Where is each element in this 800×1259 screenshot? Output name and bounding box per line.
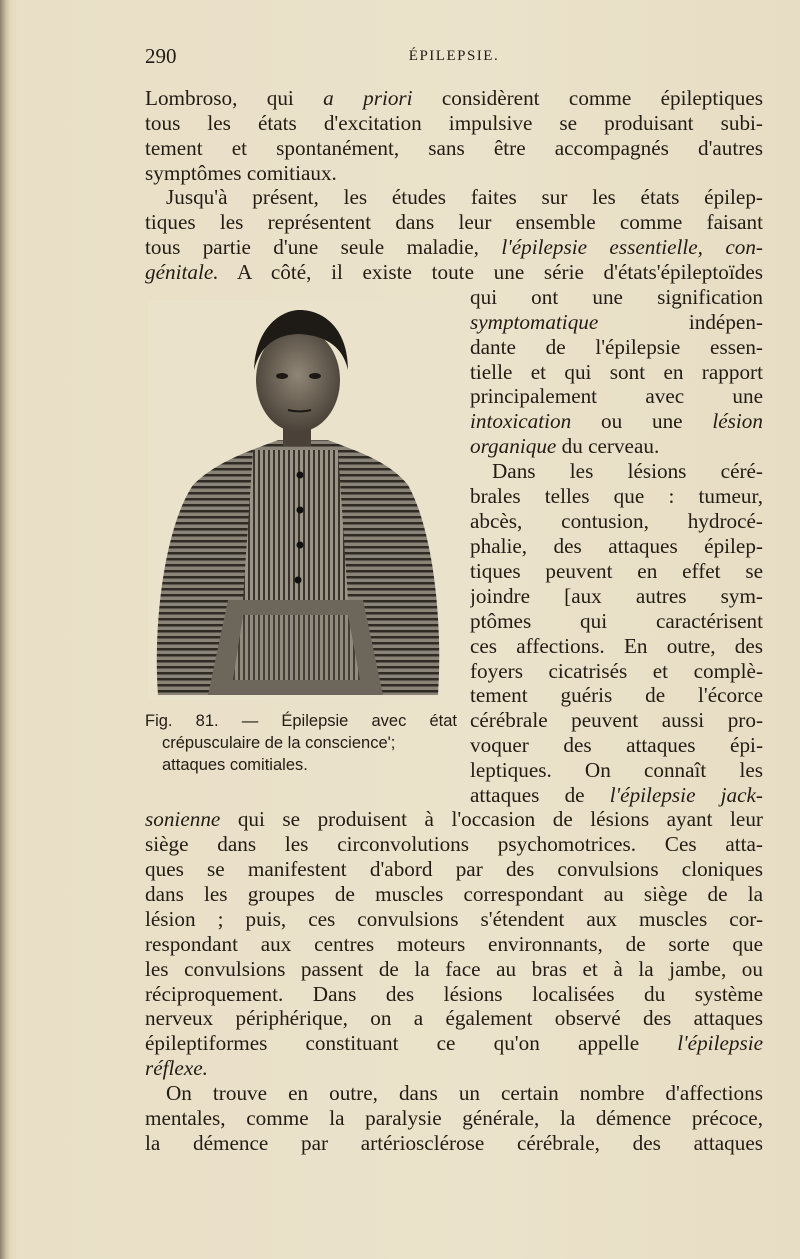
caption-line: crépusculaire de la conscience'; (162, 734, 396, 752)
body-line: attaques de l'épilepsie jack- (470, 783, 763, 807)
portrait-photo-illustration (148, 300, 443, 700)
body-line: sonienne qui se produisent à l'occasion de lésions ayant leur (145, 807, 763, 831)
body-line: foyers cicatrisés et complè- (470, 659, 763, 683)
body-line: leptiques. On connaît les (470, 758, 763, 782)
running-title: ÉPILEPSIE. (408, 48, 500, 64)
body-line: lésion ; puis, ces convulsions s'étendent aux muscles cor- (145, 907, 763, 931)
body-line: épileptiformes constituant ce qu'on appelle l'épilepsie (145, 1031, 763, 1055)
page-binding-edge (0, 0, 10, 1259)
body-line: tiques les représentent dans leur ensemble comme faisant (145, 210, 763, 234)
body-line: les convulsions passent de la face au bras et à la jambe, ou (145, 957, 763, 981)
body-line: tement et spontanément, sans être accompagnés d'autres (145, 136, 763, 160)
body-line: réflexe. (145, 1056, 208, 1080)
body-line: principalement avec une (470, 384, 763, 408)
body-line: voquer des attaques épi- (470, 733, 763, 757)
body-line: mentales, comme la paralysie générale, la démence précoce, (145, 1106, 763, 1130)
body-line: génitale. A côté, il existe toute une série d'états'épileptoïdes (145, 260, 763, 284)
body-line: ques se manifestent d'abord par des convulsions cloniques (145, 857, 763, 881)
body-line: symptômes comitiaux. (145, 161, 337, 185)
body-line: brales telles que : tumeur, (470, 484, 763, 508)
body-line: joindre [aux autres sym- (470, 584, 763, 608)
body-line: tiques peuvent en effet se (470, 559, 763, 583)
page-header (145, 44, 763, 72)
body-line: respondant aux centres moteurs environnants, de sorte que (145, 932, 763, 956)
figure-photograph (148, 300, 443, 700)
body-line: dans les groupes de muscles correspondant au siège de la (145, 882, 763, 906)
body-line: qui ont une signification (470, 285, 763, 309)
caption-line: attaques comitiales. (162, 756, 308, 774)
body-line: tielle et qui sont en rapport (470, 360, 763, 384)
body-line: la démence par artériosclérose cérébrale, des attaques (145, 1131, 763, 1155)
body-line: abcès, contusion, hydrocé- (470, 509, 763, 533)
body-line: Dans les lésions céré- (492, 459, 763, 483)
body-line: Jusqu'à présent, les études faites sur les états épilep- (166, 185, 763, 209)
page-number: 290 (145, 44, 177, 68)
body-line: ces affections. En outre, des (470, 634, 763, 658)
body-line: intoxication ou une lésion (470, 409, 763, 433)
body-line: cérébrale peuvent aussi pro- (470, 708, 763, 732)
body-line: Lombroso, qui a priori considèrent comme épileptiques (145, 86, 763, 110)
body-line: siège dans les circonvolutions psychomotrices. Ces atta- (145, 832, 763, 856)
figure-caption (145, 710, 457, 776)
body-line: organique du cerveau. (470, 434, 660, 458)
body-line: tous les états d'excitation impulsive se produisant subi- (145, 111, 763, 135)
body-line: ptômes qui caractérisent (470, 609, 763, 633)
body-line: tous partie d'une seule maladie, l'épilepsie essentielle, con- (145, 235, 763, 259)
body-line: dante de l'épilepsie essen- (470, 335, 763, 359)
body-line: phalie, des attaques épilep- (470, 534, 763, 558)
body-line: symptomatique indépen- (470, 310, 763, 334)
body-line: nerveux périphérique, on a également observé des attaques (145, 1006, 763, 1030)
caption-line: Fig. 81. — Épilepsie avec état (145, 712, 457, 730)
body-line: tement guéris de l'écorce (470, 683, 763, 707)
body-line: réciproquement. Dans des lésions localisées du système (145, 982, 763, 1006)
body-line: On trouve en outre, dans un certain nombre d'affections (166, 1081, 763, 1105)
